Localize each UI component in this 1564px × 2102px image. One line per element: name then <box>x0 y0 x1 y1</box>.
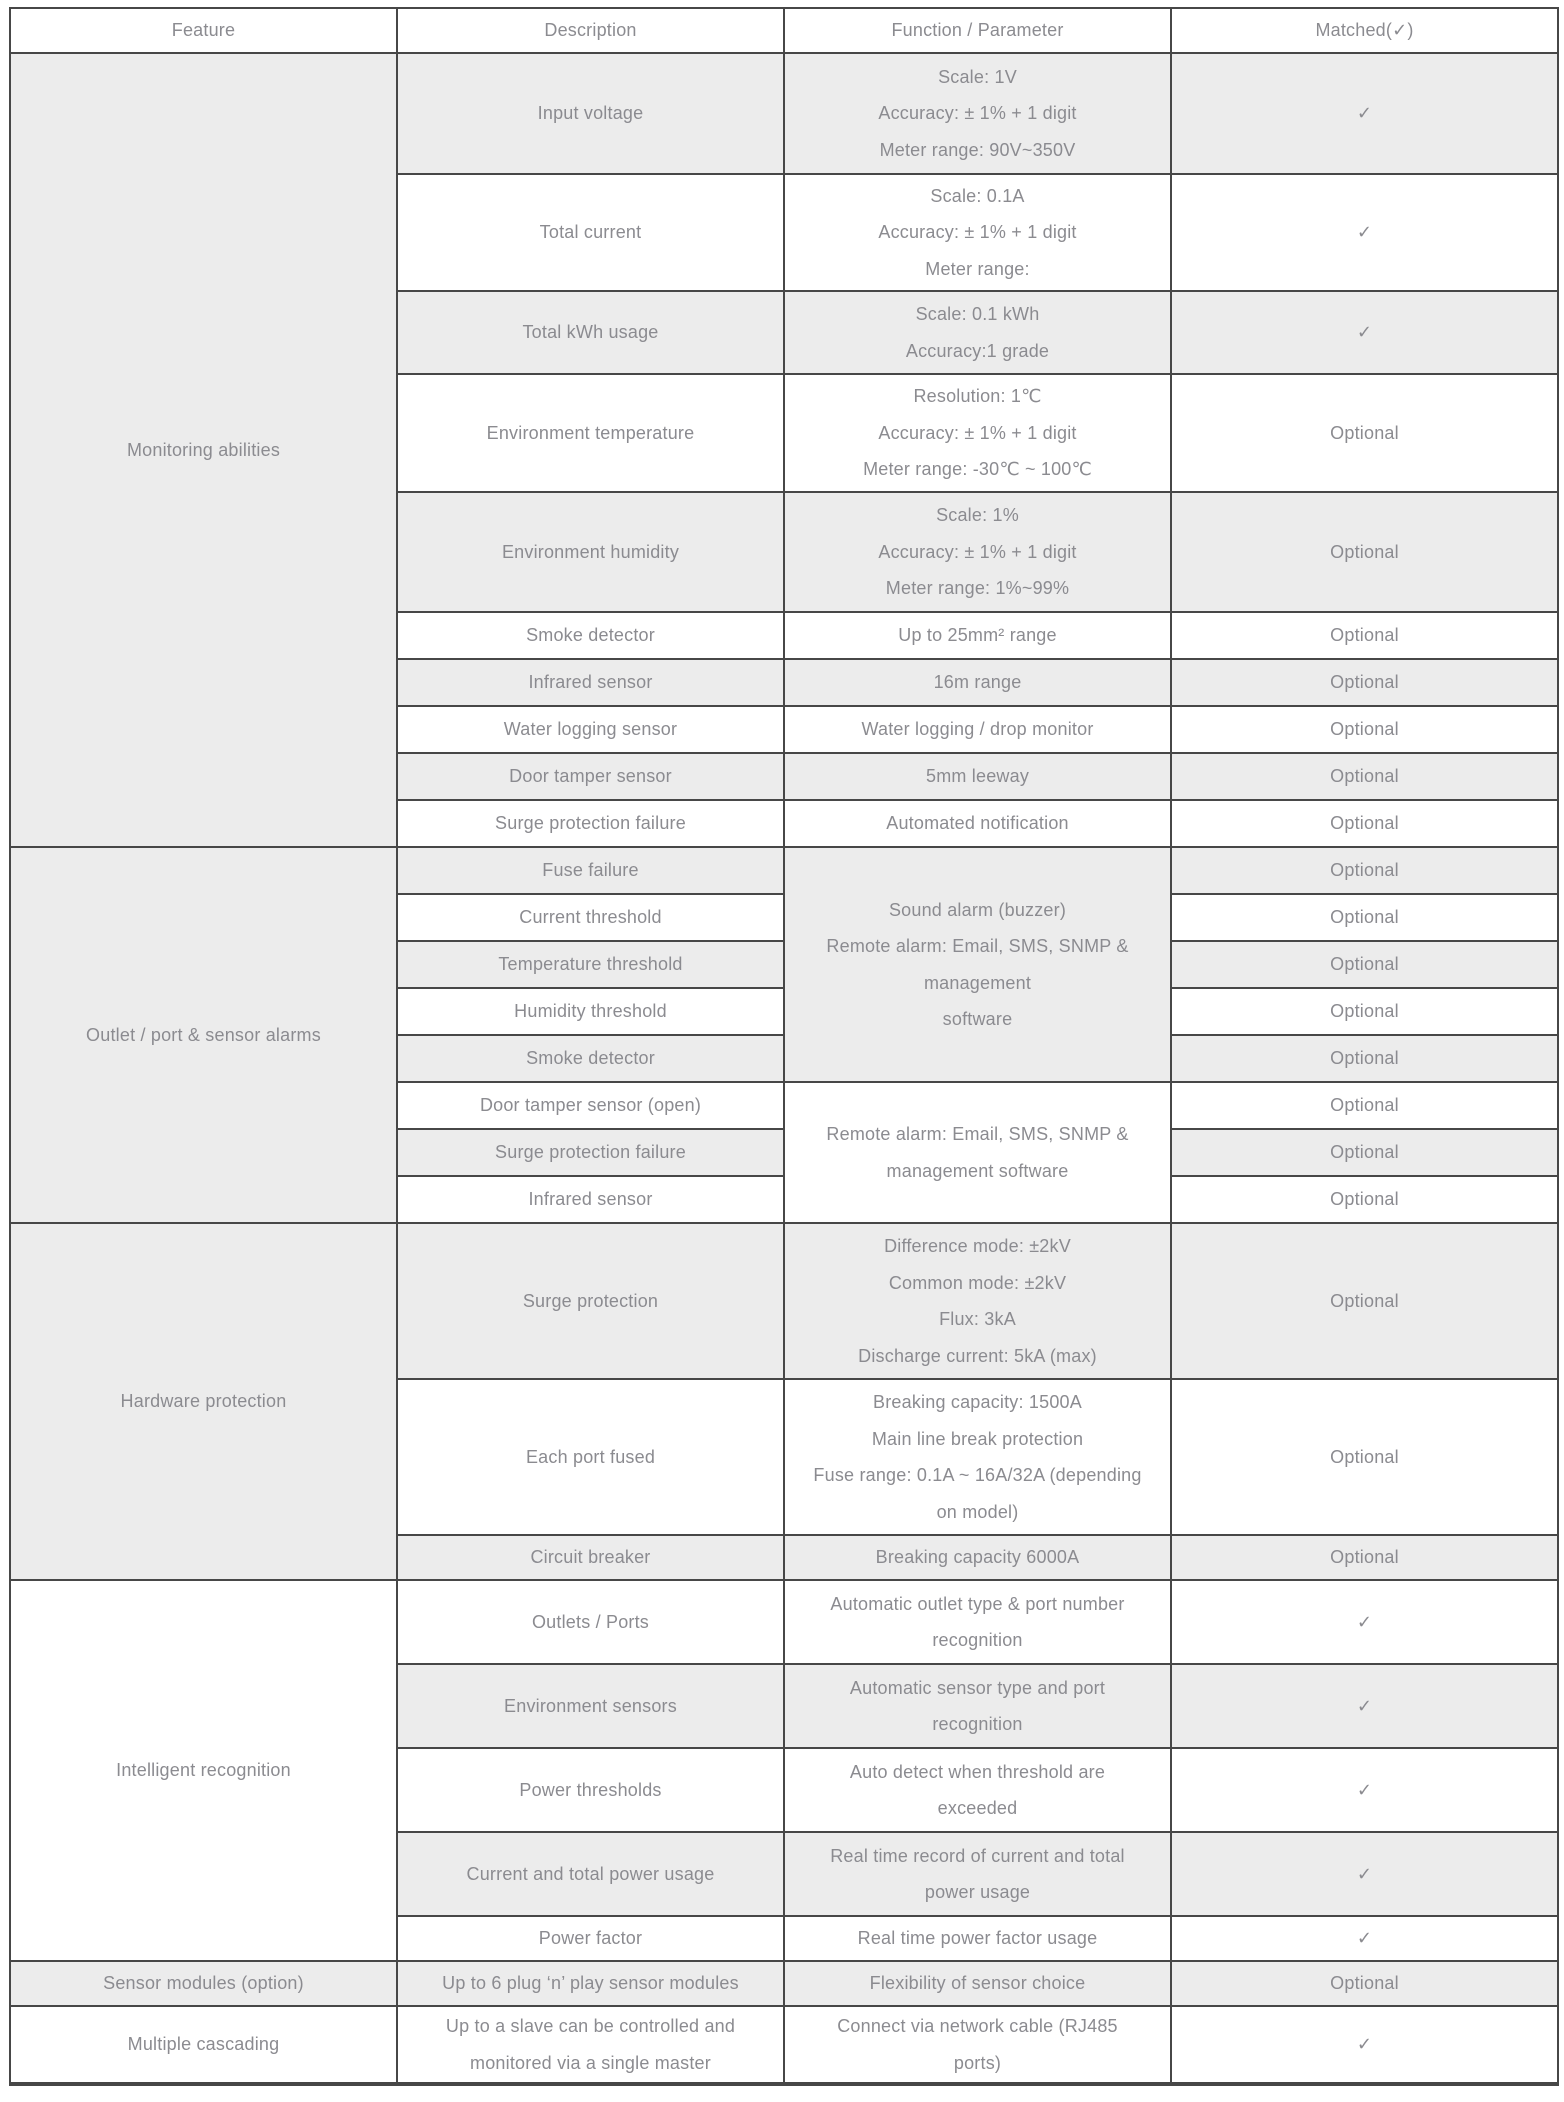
column-header-feature: Feature <box>10 8 397 53</box>
function-cell-text: Up to 25mm² range <box>898 625 1057 646</box>
function-cell-text: Common mode: ±2kV <box>888 1272 1067 1293</box>
function-cell-text: Meter range: 1%~99% <box>885 578 1070 599</box>
description-cell-text: Water logging sensor <box>503 719 678 740</box>
description-cell <box>397 894 784 941</box>
function-cell-text: recognition <box>932 1630 1023 1650</box>
matched-cell-text: ✓ <box>1356 103 1373 124</box>
matched-cell <box>1171 2006 1558 2084</box>
feature-cell-text: Monitoring abilities <box>126 439 281 460</box>
description-cell-text: Power factor <box>538 1928 643 1949</box>
description-cell-text: Total kWh usage <box>522 322 659 343</box>
matched-cell-text: Optional <box>1330 860 1399 881</box>
function-cell <box>784 800 1171 847</box>
spec-table <box>9 7 1559 2086</box>
function-cell-text: Meter range: 90V~350V <box>879 139 1076 160</box>
function-cell-text: Auto detect when threshold are <box>849 1761 1106 1782</box>
description-cell-text: Door tamper sensor <box>509 766 672 787</box>
matched-cell <box>1171 800 1558 847</box>
feature-cell <box>10 1961 397 2006</box>
function-cell-text: management <box>923 972 1032 993</box>
function-cell-text: recognition <box>932 1714 1023 1734</box>
matched-cell <box>1171 1129 1558 1176</box>
function-cell <box>784 1379 1171 1535</box>
matched-cell-text: ✓ <box>1356 1695 1373 1716</box>
matched-cell <box>1171 988 1558 1035</box>
matched-cell-text: ✓ <box>1356 222 1373 243</box>
matched-cell-text: Optional <box>1330 1446 1399 1467</box>
description-cell <box>397 612 784 659</box>
description-cell-text: Surge protection failure <box>495 813 686 834</box>
description-cell-text: Up to 6 plug ‘n’ play sensor modules <box>442 1973 739 1994</box>
description-cell <box>397 1832 784 1916</box>
matched-cell-text: Optional <box>1330 719 1399 740</box>
function-cell-text: Resolution: 1℃ <box>913 386 1042 407</box>
function-cell-text: Meter range: -30℃ ~ 100℃ <box>863 459 1092 480</box>
table-row <box>10 1580 1558 1664</box>
function-cell-text: exceeded <box>937 1798 1018 1818</box>
matched-cell <box>1171 1176 1558 1223</box>
description-cell <box>397 659 784 706</box>
description-cell <box>397 1176 784 1223</box>
matched-cell <box>1171 174 1558 291</box>
matched-cell <box>1171 1664 1558 1748</box>
matched-cell <box>1171 847 1558 894</box>
description-cell <box>397 2006 784 2084</box>
matched-cell <box>1171 374 1558 492</box>
function-cell-text: Main line break protection <box>871 1428 1084 1449</box>
function-cell-text: power usage <box>924 1882 1031 1902</box>
description-cell-text: monitored via a single master <box>470 2052 711 2073</box>
function-cell-text: Fuse range: 0.1A ~ 16A/32A (depending <box>813 1465 1142 1485</box>
description-cell <box>397 1035 784 1082</box>
table-row <box>10 2006 1558 2084</box>
matched-cell-text: ✓ <box>1356 1928 1373 1949</box>
description-cell <box>397 291 784 374</box>
description-cell-text: Humidity threshold <box>514 1001 667 1022</box>
function-cell-text: Breaking capacity: 1500A <box>873 1392 1082 1412</box>
description-cell-text: Fuse failure <box>542 860 639 881</box>
description-cell-text: Input voltage <box>537 103 644 124</box>
matched-cell <box>1171 492 1558 612</box>
matched-cell-text: Optional <box>1330 1142 1399 1163</box>
description-cell-text: Current and total power usage <box>466 1863 715 1884</box>
matched-cell-text: Optional <box>1330 1001 1399 1022</box>
function-cell <box>784 291 1171 374</box>
feature-cell <box>10 847 397 1223</box>
function-cell-text: Automatic outlet type & port number <box>830 1593 1125 1614</box>
matched-cell <box>1171 659 1558 706</box>
function-cell <box>784 1832 1171 1916</box>
function-cell <box>784 1580 1171 1664</box>
function-cell-text: Accuracy: ± 1% + 1 digit <box>878 541 1077 562</box>
description-cell <box>397 1961 784 2006</box>
description-cell <box>397 1535 784 1580</box>
feature-cell-text: Multiple cascading <box>127 2034 280 2055</box>
description-cell <box>397 1082 784 1129</box>
description-cell <box>397 800 784 847</box>
function-cell-text: Scale: 0.1 kWh <box>915 304 1040 324</box>
description-cell <box>397 1580 784 1664</box>
function-cell <box>784 753 1171 800</box>
matched-cell <box>1171 1035 1558 1082</box>
description-cell-text: Surge protection failure <box>495 1142 686 1163</box>
feature-cell <box>10 1223 397 1580</box>
table-row <box>10 847 1558 894</box>
matched-cell <box>1171 1961 1558 2006</box>
function-cell <box>784 1535 1171 1580</box>
description-cell-text: Surge protection <box>522 1290 659 1311</box>
description-cell-text: Infrared sensor <box>528 672 653 693</box>
function-cell-text: Connect via network cable (RJ485 <box>837 2016 1118 2036</box>
description-cell <box>397 1748 784 1832</box>
description-cell <box>397 1129 784 1176</box>
description-cell-text: Smoke detector <box>526 625 655 646</box>
function-cell <box>784 706 1171 753</box>
function-cell <box>784 847 1171 1082</box>
matched-cell <box>1171 291 1558 374</box>
matched-cell-text: Optional <box>1330 907 1399 928</box>
feature-cell-text: Outlet / port & sensor alarms <box>86 1024 321 1045</box>
table-header-row <box>10 8 1558 53</box>
table-row <box>10 1223 1558 1379</box>
description-cell <box>397 174 784 291</box>
matched-cell-text: Optional <box>1330 422 1399 443</box>
description-cell-text: Current threshold <box>519 907 662 928</box>
table-row <box>10 1961 1558 2006</box>
function-cell-text: Automated notification <box>886 813 1069 834</box>
feature-cell-text: Intelligent recognition <box>116 1760 291 1781</box>
spec-table-body <box>10 53 1558 2084</box>
function-cell <box>784 1664 1171 1748</box>
column-header-description: Description <box>397 8 784 53</box>
table-row <box>10 53 1558 174</box>
description-cell <box>397 492 784 612</box>
function-cell-text: Real time record of current and total <box>830 1845 1125 1866</box>
matched-cell-text: ✓ <box>1356 1611 1373 1632</box>
function-cell <box>784 1748 1171 1832</box>
description-cell-text: Temperature threshold <box>498 954 683 975</box>
matched-cell-text: Optional <box>1330 1973 1399 1994</box>
matched-cell-text: ✓ <box>1356 322 1373 343</box>
description-cell <box>397 374 784 492</box>
feature-cell-text: Sensor modules (option) <box>103 1973 304 1994</box>
matched-cell <box>1171 1748 1558 1832</box>
matched-cell <box>1171 1535 1558 1580</box>
description-cell-text: Circuit breaker <box>530 1547 651 1568</box>
function-cell <box>784 659 1171 706</box>
function-cell <box>784 1082 1171 1223</box>
description-cell-text: Environment humidity <box>501 541 680 562</box>
description-cell <box>397 1379 784 1535</box>
function-cell-text: Flux: 3kA <box>939 1309 1016 1329</box>
function-cell-text: Sound alarm (buzzer) <box>888 899 1067 920</box>
function-cell-text: 16m range <box>933 672 1022 693</box>
function-cell-text: Scale: 1V <box>938 66 1017 87</box>
description-cell-text: Door tamper sensor (open) <box>479 1095 702 1116</box>
function-cell <box>784 53 1171 174</box>
function-cell-text: software <box>942 1009 1013 1029</box>
function-cell-text: Scale: 1% <box>936 505 1019 526</box>
matched-cell-text: Optional <box>1330 541 1399 562</box>
function-cell <box>784 1961 1171 2006</box>
matched-cell <box>1171 1223 1558 1379</box>
description-cell <box>397 706 784 753</box>
feature-cell <box>10 1580 397 1961</box>
function-cell-text: Remote alarm: Email, SMS, SNMP & <box>826 1124 1129 1144</box>
matched-cell-text: Optional <box>1330 1547 1399 1568</box>
matched-cell <box>1171 706 1558 753</box>
description-cell-text: Environment sensors <box>504 1695 677 1716</box>
matched-cell-text: Optional <box>1330 766 1399 787</box>
function-cell-text: Difference mode: ±2kV <box>884 1236 1071 1256</box>
description-cell <box>397 1916 784 1961</box>
matched-cell-text: Optional <box>1330 813 1399 834</box>
function-cell-text: Accuracy: ± 1% + 1 digit <box>878 422 1077 443</box>
matched-cell-text: ✓ <box>1356 1779 1373 1800</box>
function-cell-text: Accuracy: ± 1% + 1 digit <box>878 103 1077 124</box>
description-cell-text: Power thresholds <box>519 1779 662 1800</box>
description-cell <box>397 1223 784 1379</box>
matched-cell <box>1171 941 1558 988</box>
function-cell-text: Accuracy:1 grade <box>905 340 1050 361</box>
description-cell <box>397 847 784 894</box>
function-cell-text: Scale: 0.1A <box>930 185 1025 206</box>
feature-cell <box>10 53 397 847</box>
description-cell-text: Infrared sensor <box>528 1189 653 1210</box>
function-cell <box>784 492 1171 612</box>
function-cell-text: ports) <box>953 2052 1002 2073</box>
description-cell-text: Smoke detector <box>526 1048 655 1069</box>
function-cell <box>784 174 1171 291</box>
description-cell-text: Total current <box>539 222 642 243</box>
function-cell <box>784 1916 1171 1961</box>
description-cell <box>397 53 784 174</box>
function-cell <box>784 2006 1171 2084</box>
function-cell-text: management software <box>886 1160 1069 1181</box>
description-cell-text: Each port fused <box>525 1446 656 1467</box>
function-cell-text: Meter range: <box>925 258 1030 279</box>
description-cell <box>397 753 784 800</box>
function-cell-text: 5mm leeway <box>925 766 1030 787</box>
matched-cell-text: ✓ <box>1356 1863 1373 1884</box>
matched-cell-text: Optional <box>1330 1048 1399 1069</box>
matched-cell <box>1171 53 1558 174</box>
feature-cell-text: Hardware protection <box>120 1391 287 1412</box>
description-cell <box>397 988 784 1035</box>
matched-cell <box>1171 1379 1558 1535</box>
function-cell-text: Water logging / drop monitor <box>861 719 1094 740</box>
function-cell-text: Automatic sensor type and port <box>849 1677 1106 1698</box>
matched-cell-text: Optional <box>1330 954 1399 975</box>
function-cell <box>784 1223 1171 1379</box>
function-cell-text: Accuracy: ± 1% + 1 digit <box>878 222 1077 243</box>
matched-cell <box>1171 1580 1558 1664</box>
matched-cell-text: ✓ <box>1356 2034 1373 2055</box>
matched-cell <box>1171 1832 1558 1916</box>
matched-cell-text: Optional <box>1330 1189 1399 1210</box>
matched-cell <box>1171 1082 1558 1129</box>
matched-cell <box>1171 894 1558 941</box>
description-cell <box>397 1664 784 1748</box>
function-cell-text: Flexibility of sensor choice <box>869 1973 1086 1994</box>
description-cell-text: Environment temperature <box>486 422 695 443</box>
matched-cell-text: Optional <box>1330 625 1399 646</box>
function-cell-text: on model) <box>936 1501 1019 1522</box>
description-cell-text: Outlets / Ports <box>531 1611 650 1632</box>
description-cell <box>397 941 784 988</box>
matched-cell-text: Optional <box>1330 1290 1399 1311</box>
feature-cell <box>10 2006 397 2084</box>
matched-cell <box>1171 612 1558 659</box>
matched-cell <box>1171 1916 1558 1961</box>
column-header-function-parameter: Function / Parameter <box>784 8 1171 53</box>
function-cell <box>784 612 1171 659</box>
function-cell <box>784 374 1171 492</box>
function-cell-text: Real time power factor usage <box>857 1928 1098 1949</box>
function-cell-text: Remote alarm: Email, SMS, SNMP & <box>826 936 1129 956</box>
matched-cell-text: Optional <box>1330 672 1399 693</box>
function-cell-text: Discharge current: 5kA (max) <box>858 1345 1097 1366</box>
function-cell-text: Breaking capacity 6000A <box>875 1547 1080 1568</box>
description-cell-text: Up to a slave can be controlled and <box>445 2016 736 2036</box>
matched-cell <box>1171 753 1558 800</box>
matched-cell-text: Optional <box>1330 1095 1399 1116</box>
column-header-matched: Matched(✓) <box>1171 8 1558 53</box>
